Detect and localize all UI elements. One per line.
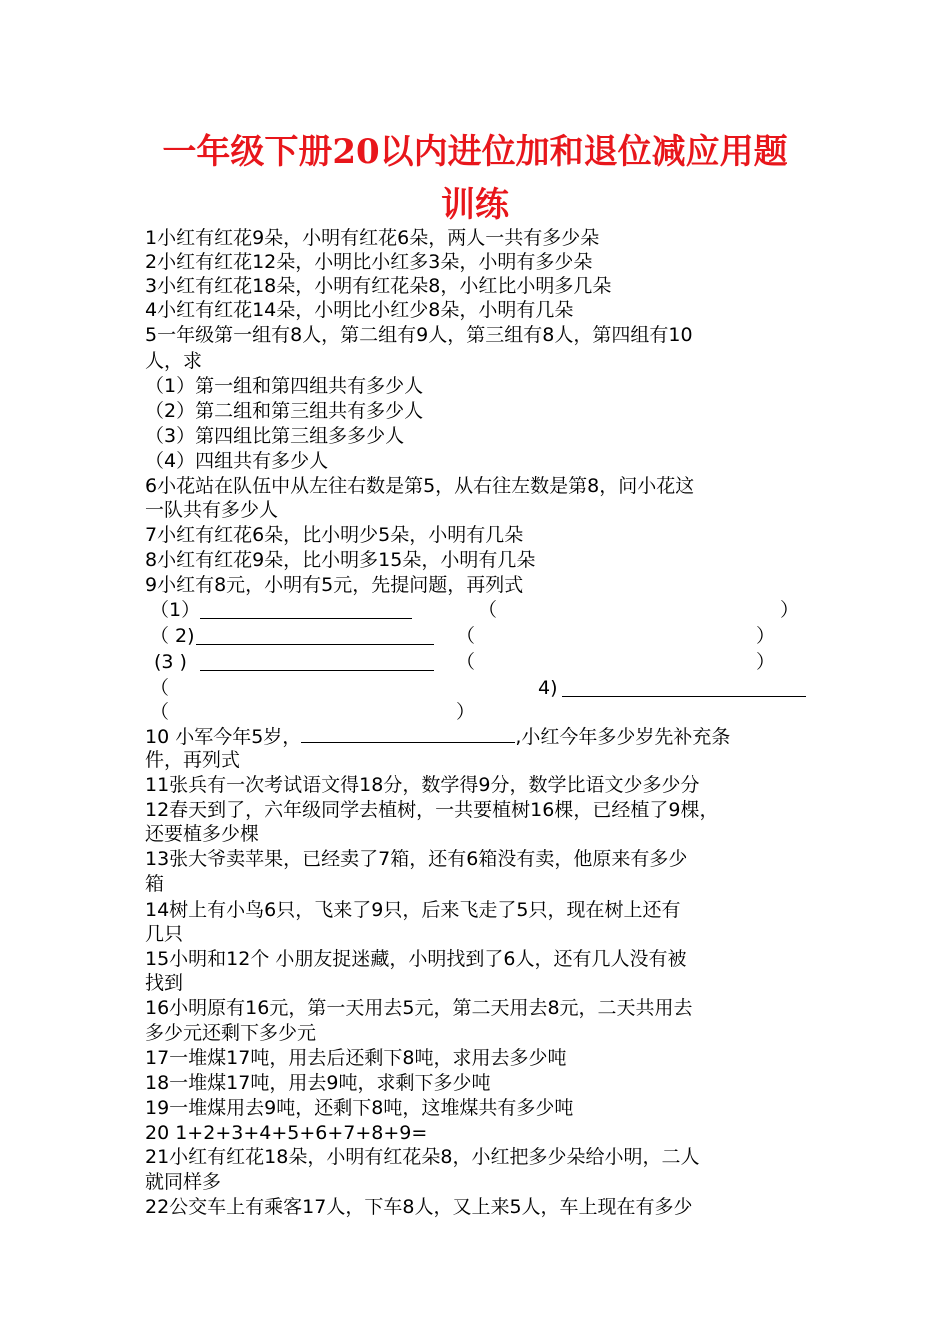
problem-line: 7小红有红花6朵，比小明少5朵，小明有几朵 (145, 524, 524, 546)
problem-line: 22公交车上有乘客17人，下车8人，又上来5人，车上现在有多少 (145, 1196, 693, 1218)
problem-line: 17一堆煤17吨，用去后还剩下8吨，求用去多少吨 (145, 1047, 567, 1069)
problem-line: 2小红有红花12朵，小明比小红多3朵，小明有多少朵 (145, 251, 593, 273)
problem-line: 11张兵有一次考试语文得18分，数学得9分，数学比语文少多少分 (145, 774, 700, 796)
q10-suffix: ,小红今年多少岁先补充条 (515, 726, 731, 748)
blank-label-2: （ 2) (150, 625, 195, 647)
problem-line: 箱 (145, 873, 165, 895)
problem-line: 18一堆煤17吨，用去9吨，求剩下多少吨 (145, 1072, 491, 1094)
problem-line: 6小花站在队伍中从左往右数是第5，从右往左数是第8，问小花这 (145, 475, 695, 497)
answer-blank-1[interactable] (200, 600, 412, 619)
problem-line: 15小明和12个 小朋友捉迷藏，小明找到了6人，还有几人没有被 (145, 948, 687, 970)
problem-line: 20 1+2+3+4+5+6+7+8+9= (145, 1122, 428, 1144)
problem-line: 3小红有红花18朵，小明有红花朵8，小红比小明多几朵 (145, 275, 612, 297)
problem-line: 件，再列式 (145, 749, 241, 771)
blank-label-1: （1） (150, 599, 201, 621)
problem-line: 13张大爷卖苹果，已经卖了7箱，还有6箱没有卖，他原来有多少 (145, 848, 688, 870)
problem-line (145, 724, 825, 748)
blank-close-paren: ） (756, 625, 776, 647)
document-title-continued: 训练 (441, 185, 509, 225)
blank-open-paren: （ (150, 677, 170, 699)
blank-open-paren: （ (456, 651, 476, 673)
problem-line: 几只 (145, 923, 184, 945)
sub-question: （4）四组共有多少人 (145, 450, 329, 472)
problem-line: 9小红有8元，小明有5元，先提问题，再列式 (145, 574, 524, 596)
blank-close-paren: ） (456, 701, 476, 723)
blank-label-3: (3 ) (154, 651, 187, 673)
problem-line: 找到 (145, 972, 184, 994)
problem-line: 14树上有小鸟6只，飞来了9只，后来飞走了5只，现在树上还有 (145, 899, 681, 921)
problem-line: 还要植多少棵 (145, 823, 260, 845)
sub-question: （1）第一组和第四组共有多少人 (145, 375, 424, 397)
problem-line: 21小红有红花18朵，小明有红花朵8，小红把多少朵给小明，二人 (145, 1146, 700, 1168)
blank-open-paren: （ (456, 625, 476, 647)
answer-blank-3[interactable] (200, 652, 434, 671)
q10-prefix: 10 小军今年5岁， (145, 726, 302, 748)
answer-blank-q10[interactable] (301, 724, 515, 743)
problem-line: 1小红有红花9朵，小明有红花6朵，两人一共有多少朵 (145, 227, 600, 249)
problem-line: 16小明原有16元，第一天用去5元，第二天用去8元，二天共用去 (145, 997, 693, 1019)
problem-line: 19一堆煤用去9吨，还剩下8吨，这堆煤共有多少吨 (145, 1097, 574, 1119)
answer-blank-4[interactable] (562, 678, 806, 697)
blank-close-paren: ） (756, 651, 776, 673)
problem-line: 12春天到了，六年级同学去植树，一共要植树16棵，已经植了9棵， (145, 799, 719, 821)
blank-open-paren: （ (150, 701, 170, 723)
problem-line: 一队共有多少人 (145, 499, 279, 521)
blank-open-paren: （ (478, 599, 498, 621)
problem-line: 人，求 (145, 350, 203, 372)
document-title: 一年级下册20以内进位加和退位减应用题 (162, 132, 788, 172)
sub-question: （3）第四组比第三组多多少人 (145, 425, 405, 447)
blank-label-4: 4) (538, 677, 558, 699)
problem-line: 就同样多 (145, 1171, 222, 1193)
answer-blank-2[interactable] (196, 626, 434, 645)
problem-line: 4小红有红花14朵，小明比小红少8朵，小明有几朵 (145, 299, 574, 321)
blank-close-paren: ） (780, 599, 800, 621)
problem-line: 多少元还剩下多少元 (145, 1022, 317, 1044)
problem-line: 8小红有红花9朵，比小明多15朵，小明有几朵 (145, 549, 536, 571)
sub-question: （2）第二组和第三组共有多少人 (145, 400, 424, 422)
problem-line: 5一年级第一组有8人，第二组有9人，第三组有8人，第四组有10 (145, 324, 693, 346)
